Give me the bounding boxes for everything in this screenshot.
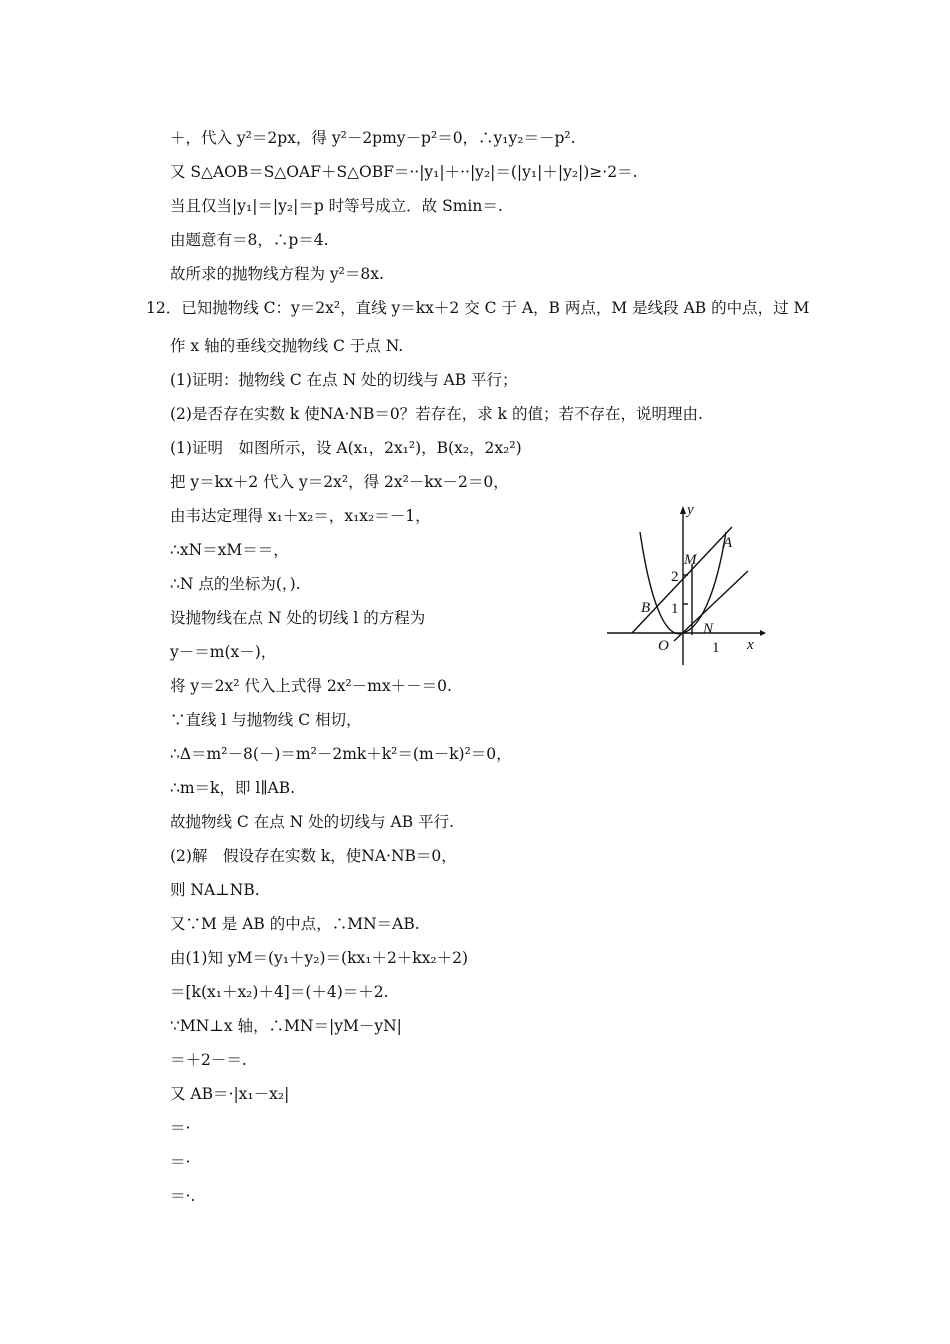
text-line: 由韦达定理得 x₁＋x₂＝，x₁x₂＝－1，	[170, 507, 431, 525]
text-line: 将 y＝2x² 代入上式得 2x²－mx＋－＝0.	[170, 677, 452, 695]
label-origin: O	[658, 638, 669, 654]
y-axis-arrow	[680, 506, 686, 514]
text-line: 当且仅当|y₁|＝|y₂|＝p 时等号成立．故 Smin＝.	[170, 197, 503, 215]
text-line: 故所求的抛物线方程为 y²＝8x.	[170, 265, 384, 283]
text-line: ＝·	[170, 1119, 191, 1137]
x-axis-arrow	[760, 630, 766, 636]
text-line: ∴N 点的坐标为(，).	[170, 575, 301, 593]
text-line: (1)证明 如图所示，设 A(x₁，2x₁²)，B(x₂，2x₂²)	[170, 439, 522, 457]
text-line: ∴xN＝xM＝＝，	[170, 541, 289, 559]
text-line: 又 AB＝·|x₁－x₂|	[170, 1085, 290, 1103]
text-line: ＝·	[170, 1153, 191, 1171]
text-line: y－＝m(x－)，	[170, 643, 277, 661]
label-tick-y-2: 2	[671, 569, 679, 585]
text-line: ＝＋2－＝.	[170, 1051, 247, 1069]
text-line: 由(1)知 yM＝(y₁＋y₂)＝(kx₁＋2＋kx₂＋2)	[170, 949, 469, 967]
text-line: 故抛物线 C 在点 N 处的切线与 AB 平行.	[170, 813, 454, 831]
line-ab	[632, 527, 732, 633]
text-line: ∴m＝k，即 l∥AB.	[170, 779, 296, 797]
text-line: (2)解 假设存在实数 k，使NA·NB＝0，	[170, 847, 457, 865]
label-tick-x-1: 1	[712, 640, 720, 656]
text-line: ＝·.	[170, 1187, 196, 1205]
text-line: 则 NA⊥NB.	[170, 881, 260, 899]
label-point-n: N	[703, 621, 714, 637]
text-line: 又 S△AOB＝S△OAF＋S△OBF＝··|y₁|＋··|y₂|＝(|y₁|＋|y₂|)≥·2＝.	[170, 163, 638, 181]
text-line: 由题意有＝8，∴p＝4.	[170, 231, 329, 249]
text-line: (2)是否存在实数 k 使NA·NB＝0？若存在，求 k 的值；若不存在，说明理由.	[170, 405, 703, 423]
text-line: ＋，代入 y²＝2px，得 y²－2pmy－p²＝0，∴y₁y₂＝－p².	[170, 129, 576, 147]
label-point-m: M	[684, 552, 697, 568]
label-x-axis: x	[747, 637, 754, 653]
text-line: 把 y＝kx＋2 代入 y＝2x²，得 2x²－kx－2＝0，	[170, 473, 509, 491]
text-line: 作 x 轴的垂线交抛物线 C 于点 N.	[170, 337, 404, 355]
label-y-axis: y	[687, 502, 694, 518]
text-line: 设抛物线在点 N 处的切线 l 的方程为	[170, 609, 426, 627]
text-line: ∵直线 l 与抛物线 C 相切，	[170, 711, 362, 729]
text-line: ＝[k(x₁＋x₂)＋4]＝(＋4)＝＋2.	[170, 983, 389, 1001]
label-tick-y-1: 1	[671, 601, 679, 617]
text-line: ∴Δ＝m²－8(－)＝m²－2mk＋k²＝(m－k)²＝0，	[170, 745, 512, 763]
label-point-b: B	[641, 600, 651, 616]
problem-12-heading: 12．已知抛物线 C：y＝2x²，直线 y＝kx＋2 交 C 于 A，B 两点，M 是线段 AB 的中点，过 M	[146, 299, 810, 317]
text-line: (1)证明：抛物线 C 在点 N 处的切线与 AB 平行；	[170, 371, 518, 389]
parabola-figure	[600, 500, 770, 670]
text-line: 又∵M 是 AB 的中点，∴MN＝AB.	[170, 915, 420, 933]
text-line: ∵MN⊥x 轴，∴MN＝|yM－yN|	[170, 1017, 402, 1035]
label-point-a: A	[723, 535, 733, 551]
